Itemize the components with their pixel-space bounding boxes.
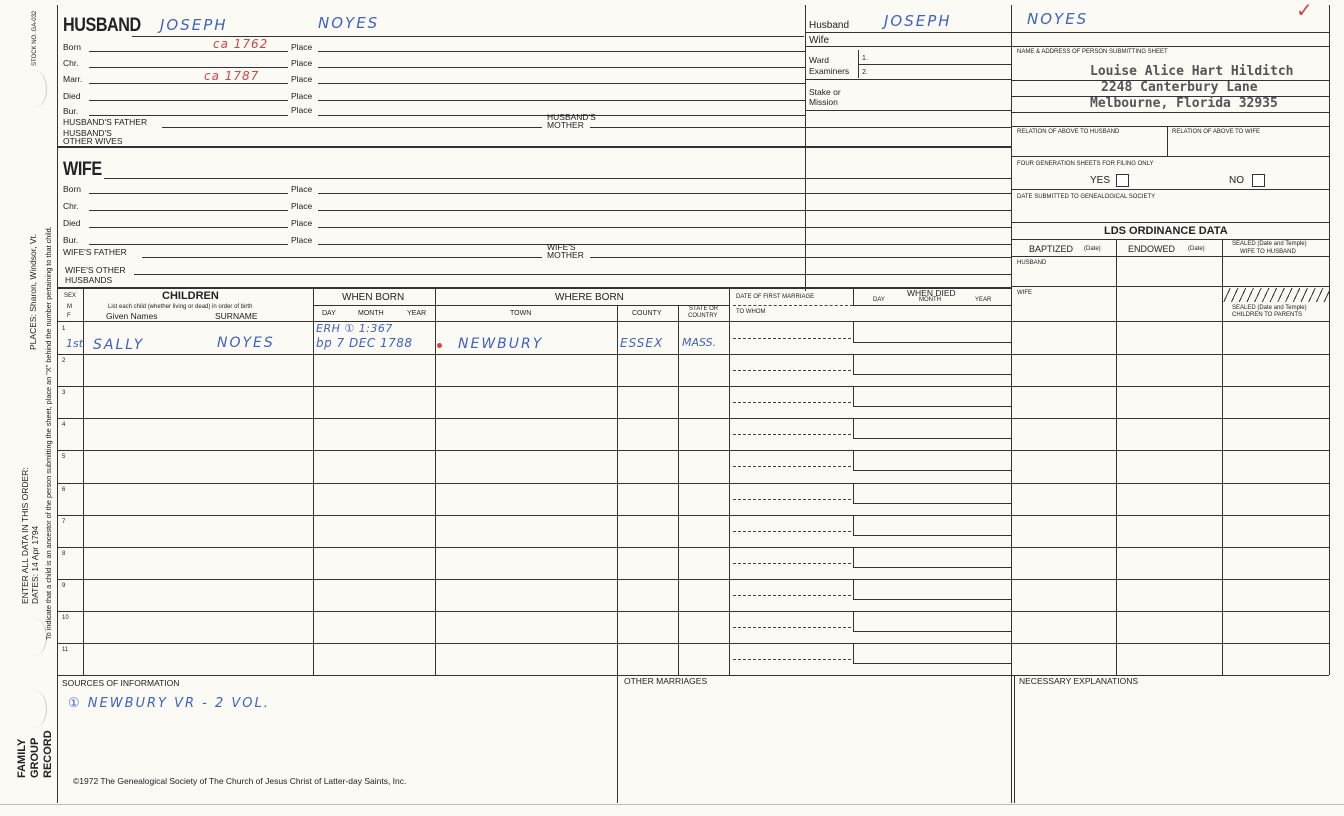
husband-died-line <box>89 100 288 101</box>
sex-col-divider <box>83 288 84 675</box>
submitter-street: 2248 Canterbury Lane <box>1101 80 1258 95</box>
examiner-1-line <box>858 64 1011 65</box>
punch-hole <box>22 690 47 728</box>
wife-chr-line <box>89 210 288 211</box>
examiners-label: Examiners <box>809 66 850 76</box>
rh-wife-line <box>805 46 1329 47</box>
child-row-line <box>57 643 1329 644</box>
husband-marr-place-label: Place <box>291 74 313 84</box>
relation-wife-label: RELATION OF ABOVE TO WIFE <box>1172 129 1261 135</box>
copyright: ©1972 The Genealogical Society of The Church of Jesus Christ of Latter-day Saints, Inc. <box>73 776 407 786</box>
wife-died-label: Died <box>63 218 81 228</box>
husbands-mother-line <box>590 127 1011 128</box>
when-died-line <box>853 305 1011 306</box>
marriage-date-dash <box>733 499 851 500</box>
relation-husband-label: RELATION OF ABOVE TO HUSBAND <box>1017 129 1120 135</box>
child-row-line <box>57 450 1329 451</box>
when-died-box[interactable] <box>853 515 1012 536</box>
record-title-2: GROUP <box>29 737 41 778</box>
husband-section-bottom <box>57 146 1011 148</box>
examiner-2: 2. <box>862 69 868 76</box>
county-label: COUNTY <box>632 310 662 317</box>
husband-chr-place-label: Place <box>291 58 313 68</box>
husband-born-line <box>89 51 288 52</box>
lds-header-line <box>1011 256 1329 257</box>
right-border <box>1329 5 1330 675</box>
husband-bur-line <box>89 115 288 116</box>
marriage-date-dash <box>733 434 851 435</box>
wife-chr-label: Chr. <box>63 201 79 211</box>
child-row-line <box>57 579 1329 580</box>
wife-label: WIFE <box>63 159 102 180</box>
to-whom-label: TO WHOM <box>736 309 766 315</box>
surname-label: SURNAME <box>215 311 258 321</box>
page-bottom-edge <box>0 804 1344 805</box>
born-day-label: DAY <box>322 310 336 317</box>
places-label: PLACES: Sharon, Windsor, Vt. <box>28 233 38 350</box>
when-died-box[interactable] <box>853 547 1012 568</box>
husbands-father-label: HUSBAND'S FATHER <box>63 117 148 127</box>
died-month-label: MONTH <box>919 297 941 303</box>
marriage-date-dash <box>733 338 851 339</box>
child-row-number: 2 <box>62 358 66 365</box>
child-1-born-line-2: bp 7 DEC 1788 <box>316 336 413 350</box>
wife-died-line <box>89 227 288 228</box>
child-1-town: NEWBURY <box>458 336 544 352</box>
lds-husband-label: HUSBAND <box>1017 260 1047 266</box>
husband-marr-label: Marr. <box>63 74 83 84</box>
where-born-line <box>435 305 729 306</box>
wife-chr-place-label: Place <box>291 201 313 211</box>
rh-husband-surname: NOYES <box>1027 10 1089 28</box>
lds-col-divider-2 <box>1222 239 1223 675</box>
husband-surname: NOYES <box>318 14 380 32</box>
husband-died-label: Died <box>63 91 81 101</box>
child-row-line <box>57 483 1329 484</box>
sex-f-label: F <box>67 313 71 319</box>
child-1-born-line-1: ERH ① 1:367 <box>316 322 393 335</box>
four-gen-label: FOUR GENERATION SHEETS FOR FILING ONLY <box>1017 161 1154 167</box>
child-row-line <box>57 418 1329 419</box>
child-row-number: 10 <box>62 614 69 621</box>
child-row-number: 3 <box>62 390 66 397</box>
lds-sealed-children-1: SEALED (Date and Temple) <box>1232 305 1307 311</box>
wifes-other-husbands-label-1: WIFE'S OTHER <box>65 265 126 275</box>
rh-husband-line <box>805 32 1329 33</box>
when-died-box[interactable] <box>853 354 1012 375</box>
when-died-box[interactable] <box>853 418 1012 439</box>
died-col-divider <box>853 288 854 305</box>
submitter-line-3 <box>1011 112 1329 113</box>
ward-label: Ward <box>809 55 829 65</box>
child-row-number: 1 <box>62 326 66 332</box>
dates-instruction: DATES: 14 Apr 1794 <box>30 525 40 604</box>
lds-baptized-date: (Date) <box>1084 246 1101 252</box>
child-1-surname: NOYES <box>217 335 275 351</box>
husband-born-place-line <box>318 51 805 52</box>
footer-divider-2 <box>1014 675 1015 803</box>
husband-marr-line <box>89 83 288 84</box>
sex-label: SEX <box>64 293 77 299</box>
form-left-border <box>57 5 58 803</box>
state-label-1: STATE OR <box>689 306 719 312</box>
child-row-number: 7 <box>62 518 66 525</box>
rh-wife-label: Wife <box>809 35 829 46</box>
child-1-given: SALLY <box>93 337 145 353</box>
wifes-mother-label-2: MOTHER <box>547 250 584 260</box>
husband-bur-place-label: Place <box>291 105 313 115</box>
children-note: List each child (whether living or dead) in order of birth <box>108 304 253 310</box>
when-born-label: WHEN BORN <box>342 292 405 303</box>
lds-husband-line <box>1011 286 1329 287</box>
relation-bottom-line <box>1011 156 1329 157</box>
lds-sealed-children-2: CHILDREN TO PARENTS <box>1232 312 1303 318</box>
town-label: TOWN <box>510 310 532 317</box>
wife-section-bottom <box>57 287 1011 289</box>
born-year-label: YEAR <box>407 310 427 317</box>
yes-label: YES <box>1090 175 1111 186</box>
lds-wife-label: WIFE <box>1017 290 1032 296</box>
husband-given-name: JOSEPH <box>160 16 228 34</box>
marriage-date-dash <box>733 370 851 371</box>
lds-baptized: BAPTIZED <box>1029 244 1074 254</box>
wifes-father-line <box>142 257 542 258</box>
child-row-line <box>57 611 1329 612</box>
child-row-number: 5 <box>62 454 66 461</box>
husband-chr-label: Chr. <box>63 58 79 68</box>
record-title-3: RECORD <box>42 730 54 778</box>
child-row-number: 4 <box>62 422 66 429</box>
marriage-date-dash <box>733 531 851 532</box>
child-1-county: ESSEX <box>620 336 664 350</box>
punch-hole <box>22 70 47 108</box>
when-died-label: WHEN DIED <box>907 288 956 298</box>
husband-chr-place-line <box>318 67 805 68</box>
marriage-date-dash <box>733 659 851 660</box>
four-gen-bottom-line <box>1011 189 1329 190</box>
yes-checkbox[interactable] <box>1116 174 1129 187</box>
lds-endowed: ENDOWED <box>1128 244 1175 254</box>
child-1-state: MASS. <box>682 336 717 349</box>
sex-m-label: M <box>67 304 72 310</box>
wife-born-place-label: Place <box>291 184 313 194</box>
other-marriages-label: OTHER MARRIAGES <box>624 676 708 686</box>
stock-number: STOCK NO. GA-032 <box>32 10 38 66</box>
lds-hatched-area <box>1222 288 1329 302</box>
stake-bottom-line <box>805 110 1011 111</box>
husband-born-value: ca 1762 <box>213 37 269 51</box>
state-col-divider <box>678 305 679 675</box>
husband-born-label: Born <box>63 42 81 52</box>
submitter-city: Melbourne, Florida 32935 <box>1090 96 1278 111</box>
where-born-label: WHERE BORN <box>555 292 624 303</box>
husband-died-place-label: Place <box>291 91 313 101</box>
husbands-father-line <box>162 127 542 128</box>
rh-husband-given: JOSEPH <box>884 12 952 30</box>
lds-endowed-date: (Date) <box>1188 246 1205 252</box>
born-month-label: MONTH <box>358 310 384 317</box>
wifes-mother-line <box>590 257 1011 258</box>
husband-marr-place-line <box>318 83 805 84</box>
relation-divider <box>1167 126 1168 156</box>
stake-label-2: Mission <box>809 97 838 107</box>
date-submitted-label: DATE SUBMITTED TO GENEALOGICAL SOCIETY <box>1017 194 1156 200</box>
rh-husband-label: Husband <box>809 20 850 31</box>
indicate-instruction: To indicate that a child is an ancestor of the person submitting the sheet, place an "X" behind the number pertaining to that child. <box>44 226 53 640</box>
died-year-label: YEAR <box>975 297 992 303</box>
marriage-col-divider <box>729 288 730 675</box>
wife-bur-place-label: Place <box>291 235 313 245</box>
wife-bur-label: Bur. <box>63 235 79 245</box>
when-died-box[interactable] <box>853 643 1012 664</box>
no-label: NO <box>1229 175 1244 186</box>
lds-sealed-1: SEALED (Date and Temple) <box>1232 241 1307 247</box>
lds-title-line <box>1011 239 1329 240</box>
children-title: CHILDREN <box>162 290 219 302</box>
children-header-bottom <box>57 321 1329 322</box>
marriage-date-dash <box>733 595 851 596</box>
stake-label-1: Stake or <box>809 87 841 97</box>
wife-chr-place-line <box>318 210 1011 211</box>
husbands-other-wives-label-2: OTHER WIVES <box>63 136 123 146</box>
child-row-line <box>57 354 1329 355</box>
when-died-box[interactable] <box>853 322 1012 343</box>
county-col-divider <box>617 305 618 675</box>
relation-top-line <box>1011 126 1329 127</box>
wife-born-label: Born <box>63 184 81 194</box>
husband-marr-value: ca 1787 <box>204 69 260 83</box>
when-born-col-divider <box>313 288 314 675</box>
first-marriage-dash <box>733 305 853 306</box>
husband-chr-line <box>89 67 288 68</box>
husbands-other-wives-label-1: HUSBAND'S <box>63 128 112 138</box>
child-row-line <box>57 547 1329 548</box>
husbands-mother-label-1: HUSBAND'S <box>547 112 596 122</box>
child-row-number: 6 <box>62 486 66 493</box>
wife-died-place-line <box>318 227 1011 228</box>
state-label-2: COUNTRY <box>688 313 718 319</box>
when-died-box[interactable] <box>853 611 1012 632</box>
wife-born-place-line <box>318 193 1011 194</box>
enter-data-instruction: ENTER ALL DATA IN THIS ORDER: <box>20 467 30 604</box>
check-mark: ✓ <box>1296 0 1314 22</box>
when-died-box[interactable] <box>853 386 1012 407</box>
date-submitted-bottom-line <box>1011 222 1329 223</box>
where-born-col-divider <box>435 288 436 675</box>
wifes-father-label: WIFE'S FATHER <box>63 247 127 257</box>
marriage-date-dash <box>733 563 851 564</box>
wifes-mother-label-1: WIFE'S <box>547 242 576 252</box>
sources-label: SOURCES OF INFORMATION <box>62 678 180 688</box>
when-died-box[interactable] <box>853 450 1012 471</box>
submitter-name: Louise Alice Hart Hilditch <box>1090 64 1294 79</box>
husband-wife-divider <box>805 5 806 291</box>
first-marriage-label: DATE OF FIRST MARRIAGE <box>736 294 815 300</box>
submitter-label: NAME & ADDRESS OF PERSON SUBMITTING SHEET <box>1017 49 1168 55</box>
footer-divider-1 <box>617 675 618 803</box>
husband-bur-label: Bur. <box>63 106 79 116</box>
lds-col-divider-1 <box>1116 239 1117 675</box>
child-row-number: 11 <box>62 647 69 653</box>
marriage-date-dash <box>733 466 851 467</box>
lds-sealed-2: WIFE TO HUSBAND <box>1240 249 1296 255</box>
source-1: ① NEWBURY VR - 2 VOL. <box>68 696 270 711</box>
child-row-number: 8 <box>62 550 66 557</box>
examiner-1: 1. <box>862 55 868 62</box>
husband-born-place-label: Place <box>291 42 313 52</box>
wife-name-line <box>104 178 1011 179</box>
child-row-line <box>57 515 1329 516</box>
husbands-mother-label-2: MOTHER <box>547 120 584 130</box>
necessary-explanations-label: NECESSARY EXPLANATIONS <box>1019 676 1139 686</box>
lds-title: LDS ORDINANCE DATA <box>1104 225 1228 237</box>
when-died-box[interactable] <box>853 579 1012 600</box>
wifes-other-husbands-line <box>134 274 1011 275</box>
child-row-number: 9 <box>62 582 66 589</box>
when-born-line <box>313 305 435 306</box>
wife-died-place-label: Place <box>291 218 313 228</box>
record-title-1: FAMILY <box>16 738 28 778</box>
wife-bur-line <box>89 244 288 245</box>
child-1-order: 1st <box>66 337 84 350</box>
husband-died-place-line <box>318 100 805 101</box>
wife-born-line <box>89 193 288 194</box>
marriage-date-dash <box>733 402 851 403</box>
husband-label: HUSBAND <box>63 15 141 36</box>
given-names-label: Given Names <box>106 311 158 321</box>
examiners-bottom-line <box>805 79 1011 80</box>
when-died-box[interactable] <box>853 483 1012 504</box>
no-checkbox[interactable] <box>1252 174 1265 187</box>
marriage-date-dash <box>733 627 851 628</box>
wifes-other-husbands-label-2: HUSBANDS <box>65 275 113 285</box>
red-dot-marker <box>437 343 442 348</box>
died-day-label: DAY <box>873 297 885 303</box>
wife-bur-place-line <box>318 244 1011 245</box>
child-row-line <box>57 386 1329 387</box>
